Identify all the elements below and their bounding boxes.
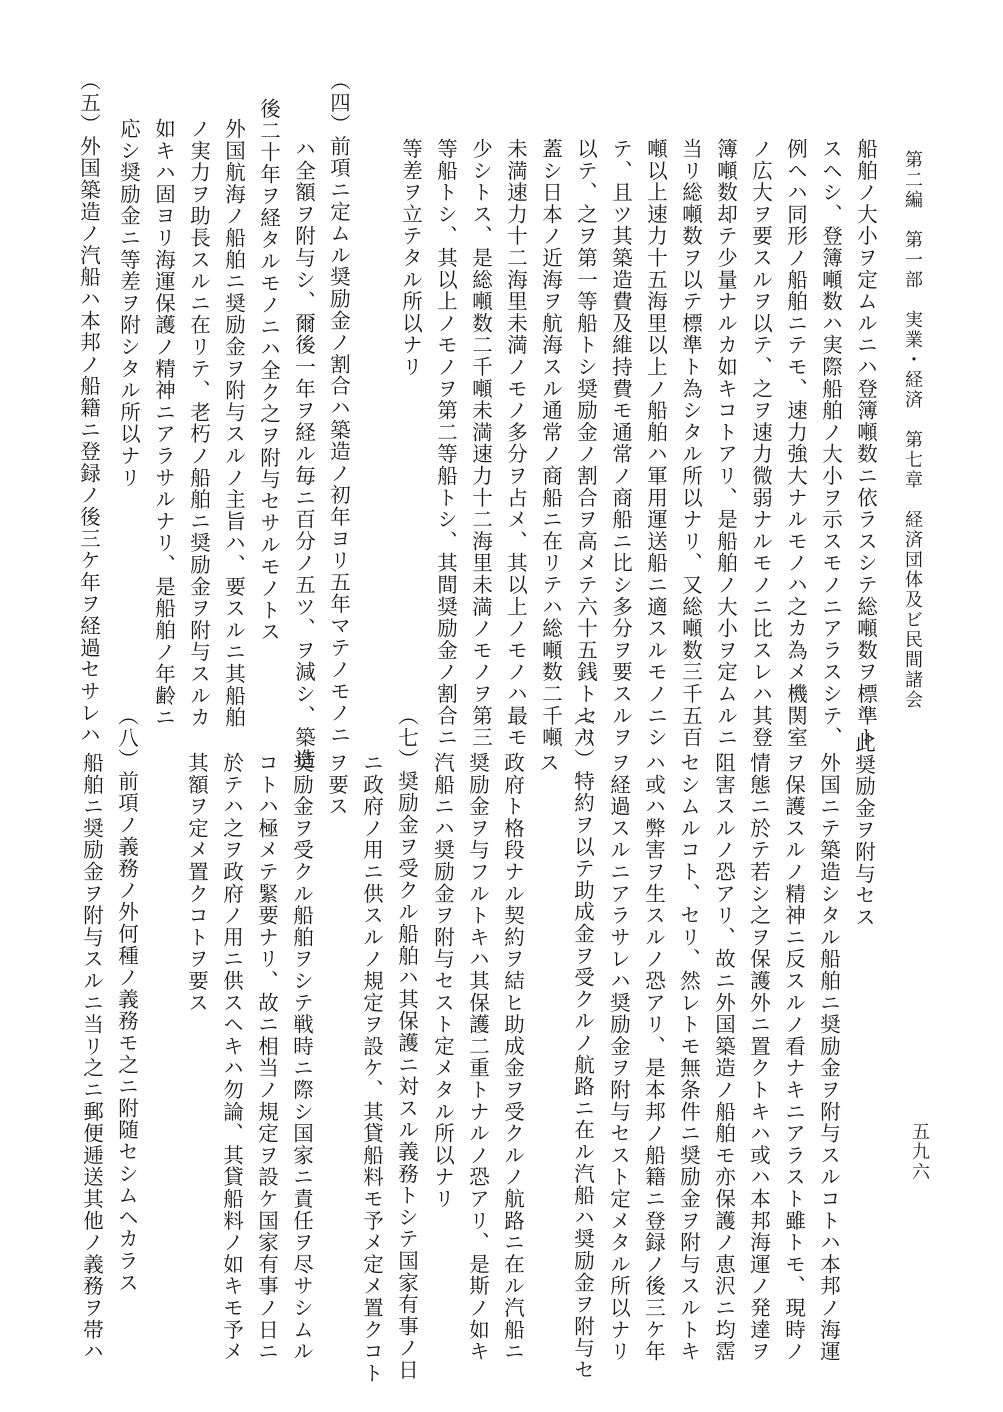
text-column: 外国航海ノ船舶ニ奨励金ヲ附与スルノ主旨ハ、要スルニ其船舶 [221, 118, 246, 729]
text-column: 奨励金ヲ受クル船舶ヲシテ戦時ニ際シ国家ニ責任ヲ尽サシムル [289, 752, 314, 1363]
page-number: 五九六 [909, 1122, 930, 1182]
text-column: 応シ奨励金ニ等差ヲ附シタル所以ナリ [116, 118, 141, 489]
text-column: 政府ト格段ナル契約ヲ結ヒ助成金ヲ受クルノ航路ニ在ル汽船ニ [500, 752, 525, 1363]
text-column: 奨励金ヲ与フルトキハ其保護二重トナルノ恐アリ、是斯ノ如キ [465, 752, 490, 1363]
text-column: 以テ、之ヲ第一等船トシ奨励金ノ割合ヲ高メテ六十五銭トセリ [573, 138, 598, 749]
text-column: テ、且ツ其築造費及維持費モ通常ノ商船ニ比シ多分ヲ要スルヲ [608, 138, 633, 749]
text-column: ノ広大ヲ要スルヲ以テ、之ヲ速力微弱ナルモノニ比スレハ其登 [748, 138, 773, 749]
text-column: 噸以上速力十五海里以上ノ船舶ハ軍用運送船ニ適スルモノニシ [643, 138, 668, 749]
text-column: 後二十年ヲ経タルモノニハ全ク之ヲ附与セサルモノトス [256, 98, 281, 643]
text-column: 如キハ固ヨリ海運保護ノ精神ニアラサルナリ、是船舶ノ年齢ニ [151, 118, 176, 729]
text-column: 船舶ニ奨励金ヲ附与スルニ当リ之ニ郵便逓送其他ノ義務ヲ帯ハ [79, 752, 104, 1363]
text-column: ヲ経過スルニアラサレハ奨励金ヲ附与セスト定メタル所以ナリ [606, 752, 631, 1363]
text-column: （七）奨励金ヲ受クル船舶ハ其保護ニ対スル義務トシテ国家有事ノ日 [394, 705, 419, 1381]
text-column: 船舶ノ大小ヲ定ムルニハ登簿噸数ニ依ラスシテ総噸数ヲ標準ト [853, 138, 878, 749]
text-column: ヲ要ス [324, 752, 349, 818]
text-column: 当リ総噸数ヲ以テ標準ト為シタル所以ナリ、又総噸数三千五百 [678, 138, 703, 749]
text-column: ハ或ハ弊害ヲ生スルノ恐アリ、是本邦ノ船籍ニ登録ノ後三ケ年 [641, 752, 666, 1363]
text-column: 等差ヲ立テタル所以ナリ [398, 138, 423, 378]
text-column: ノ実力ヲ助長スルニ在リテ、老朽ノ船舶ニ奨励金ヲ附与スルカ [186, 118, 211, 729]
text-column: （四）前項ニ定ムル奨励金ノ割合ハ築造ノ初年ヨリ五年マテノモノニ [326, 70, 351, 746]
running-head: 第二編 第一部 実業・経済 第七章 経済団体及ビ民間諸会 [902, 150, 923, 710]
text-column: 簿噸数却テ少量ナルカ如キコトアリ、是船舶ノ大小ヲ定ムルニ [713, 138, 738, 749]
text-column: ニ政府ノ用ニ供スルノ規定ヲ設ケ、其貸船料モ予メ定メ置クコト [359, 752, 384, 1385]
text-column: セシムルコト、セリ、然レトモ無条件ニ奨励金ヲ附与スルトキ [676, 752, 701, 1363]
text-column: 蓋シ日本ノ近海ヲ航海スル通常ノ商船ニ在リテハ総噸数二千噸 [538, 138, 563, 749]
text-column: 例ヘハ同形ノ船舶ニテモ、速力強大ナルモノハ之カ為メ機関室 [783, 138, 808, 749]
text-column: 其額ヲ定メ置クコトヲ要ス [184, 752, 209, 1014]
text-column: コトハ極メテ緊要ナリ、故ニ相当ノ規定ヲ設ケ国家有事ノ日ニ [254, 752, 279, 1363]
text-column: 汽船ニハ奨励金ヲ附与セスト定メタル所以ナリ [430, 752, 455, 1210]
text-column: 未満速力十二海里未満ノモノ多分ヲ占メ、其以上ノモノハ最モ [503, 138, 528, 749]
text-column: ハ全額ヲ附与シ、爾後一年ヲ経ル毎ニ百分ノ五ツ、ヲ減シ、築造 [291, 138, 316, 771]
text-column: スヘシ、登簿噸数ハ実際船舶ノ大小ヲ示スモノニアラスシテ、 [818, 138, 843, 749]
text-column: 外国ニテ築造シタル船舶ニ奨励金ヲ附与スルコトハ本邦ノ海運 [816, 752, 841, 1363]
text-column: ス [535, 752, 560, 774]
text-column: （五）外国築造ノ汽船ハ本邦ノ船籍ニ登録ノ後三ケ年ヲ経過セサレハ [76, 70, 101, 746]
text-column: （八）前項ノ義務ノ外何種ノ義務モ之ニ附随セシムヘカラス [114, 705, 139, 1294]
text-column: 於テハ之ヲ政府ノ用ニ供スヘキハ勿論、其貸船料ノ如キモ予メ [219, 752, 244, 1363]
text-column: 等船トシ、其以上ノモノヲ第二等船トシ、其間奨励金ノ割合ニ [433, 138, 458, 749]
text-column: （六）特約ヲ以テ助成金ヲ受クルノ航路ニ在ル汽船ハ奨励金ヲ附与セ [570, 705, 595, 1381]
text-column: 此奨励金ヲ附与セス [851, 732, 876, 929]
text-column: 情態ニ於テ若シ之ヲ保護外ニ置クトキハ或ハ本邦海運ノ発達ヲ [746, 752, 771, 1363]
text-column: ヲ保護スルノ精神ニ反スルノ看ナキニアラスト雖トモ、現時ノ [781, 752, 806, 1363]
text-column: 阻害スルノ恐アリ、故ニ外国築造ノ船舶モ亦保護ノ恵沢ニ均霑 [711, 752, 736, 1363]
text-column: 少シトス、是総噸数二千噸未満速力十二海里未満ノモノヲ第三 [468, 138, 493, 749]
